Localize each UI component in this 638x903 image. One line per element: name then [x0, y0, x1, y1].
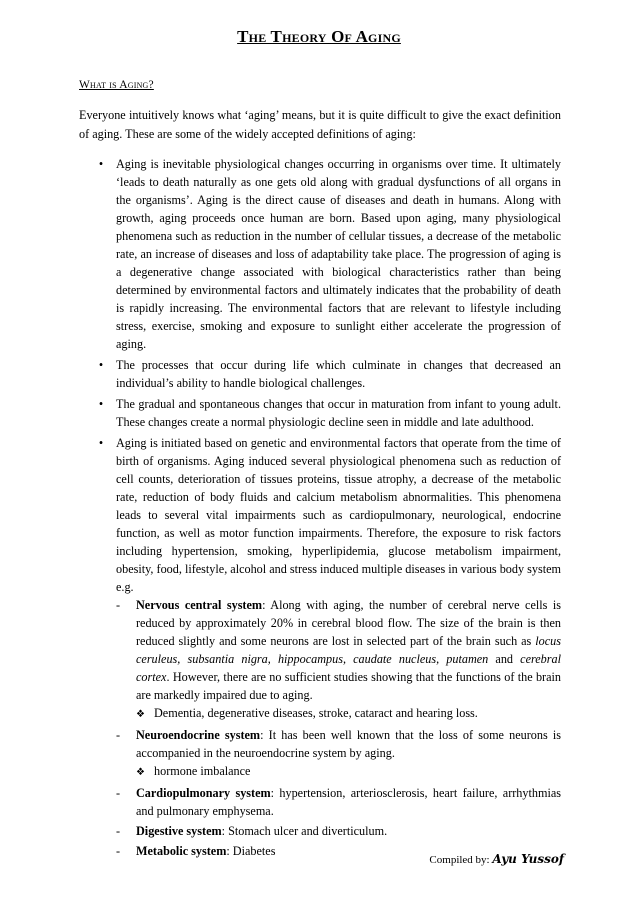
dash-icon: -: [116, 728, 121, 742]
sub-item: [136, 704, 561, 724]
list-item: [79, 395, 561, 431]
system-label: Metabolic system: [136, 844, 227, 858]
bullet-text: The processes that occur during life which culminate in changes that decreased an individual’s ability to handle biological challenges.: [116, 358, 561, 390]
system-text: and: [488, 652, 521, 666]
bullet-text: Aging is initiated based on genetic and environmental factors that operate from the time of birth of organisms. Aging induced several physiological phenomena such as reduction of cell counts, deterioration of tissues proteins, tissue atrophy, a decrease of the metabolic rate, reduction of body fluids and calcium metabolism abnormalities. This phenomena leads to several vital impairments such as cardiopulmonary, neurological, endocrine function, as well as motor function impairments. Therefore, the exposure to risk factors including hypertension, smoking, hyperlipidemia, glucose metabolism impairment, obesity, food, lifestyle, alcohol and stress induced multiple diseases in various body system e.g.: [116, 436, 561, 594]
system-label: Neuroendocrine system: [136, 728, 261, 742]
diamond-icon: ❖: [136, 709, 145, 720]
system-text: : It has been well known that the loss of some neurons is accompanied in the neuroendocrine system by aging.: [136, 728, 561, 760]
list-item: [79, 356, 561, 392]
system-label: Nervous central system: [136, 598, 263, 612]
bullet-icon: •: [98, 397, 104, 411]
system-text: . However, there are no sufficient studies showing that the functions of the brain are markedly impaired due to aging.: [136, 670, 561, 702]
section-heading: What is Aging?: [79, 79, 154, 91]
system-item-nervous: [116, 596, 561, 724]
footer-credit: [429, 852, 564, 866]
list-item: [79, 434, 561, 860]
system-item-cardio: [116, 784, 561, 820]
system-item-digestive: [116, 822, 561, 840]
system-italic: locus ceruleus, subsantia nigra, hippocampus, caudate nucleus, putamen: [136, 634, 561, 666]
dash-icon: -: [116, 844, 121, 858]
system-text: : Stomach ulcer and diverticulum.: [221, 824, 388, 838]
bullet-icon: •: [98, 358, 104, 372]
sub-text: hormone imbalance: [154, 764, 251, 778]
system-label: Digestive system: [136, 824, 222, 838]
footer-prefix: Compiled by:: [429, 854, 493, 866]
system-text: : Diabetes: [226, 844, 276, 858]
dash-icon: -: [116, 786, 121, 800]
sub-list: [136, 762, 561, 782]
bullet-icon: •: [98, 157, 104, 171]
system-italic: cerebral cortex: [136, 652, 561, 684]
sub-text: Dementia, degenerative diseases, stroke, cataract and hearing loss.: [154, 706, 478, 720]
intro-paragraph: Everyone intuitively knows what ‘aging’ means, but it is quite difficult to give the exact definition of aging. These are some of the widely accepted definitions of aging:: [79, 108, 561, 141]
system-label: Cardiopulmonary system: [136, 786, 271, 800]
definitions-list: [79, 155, 561, 863]
system-text: : hypertension, arteriosclerosis, heart failure, arrhythmias and pulmonary emphysema.: [136, 786, 561, 818]
list-item: [79, 155, 561, 353]
bullet-text: Aging is inevitable physiological changes occurring in organisms over time. It ultimately ‘leads to death naturally as one gets old along with gradual dysfunctions of all organs in the organisms’. Aging is the direct cause of diseases and death in humans. Along with growth, aging proceeds once human are born. Based upon aging, many physiological phenomena such as reduction in the number of cellular tissues, a decrease of the metabolic rate, an increase of diseases and loss of adaptability take place. The progression of aging is a degenerative change associated with biological characteristics rather than being determined by environmental factors and ultimately indicates that the probability of death is rapidly increasing. The environmental factors that are relevant to lifestyle including stress, exercise, smoking and exposure to sunlight either accelerate the progression of aging.: [116, 157, 561, 351]
system-text: : Along with aging, the number of cerebral nerve cells is reduced by approximately 20% in cerebral blood flow. The size of the brain is then reduced slightly and some neurons are lost in selected part of the brain such as: [136, 598, 561, 648]
author-name: Ayu Yussof: [492, 852, 564, 866]
bullet-text: The gradual and spontaneous changes that occur in maturation from infant to young adult. These changes create a normal physiologic decline seen in middle and late adulthood.: [116, 397, 561, 429]
sub-item: [136, 762, 561, 782]
dash-icon: -: [116, 598, 121, 612]
page-title: The Theory Of Aging: [237, 27, 401, 46]
sub-list: [136, 704, 561, 724]
system-item-neuroendocrine: [116, 726, 561, 782]
dash-icon: -: [116, 824, 121, 838]
bullet-icon: •: [98, 436, 104, 450]
body-systems-list: [116, 596, 561, 860]
diamond-icon: ❖: [136, 767, 145, 778]
